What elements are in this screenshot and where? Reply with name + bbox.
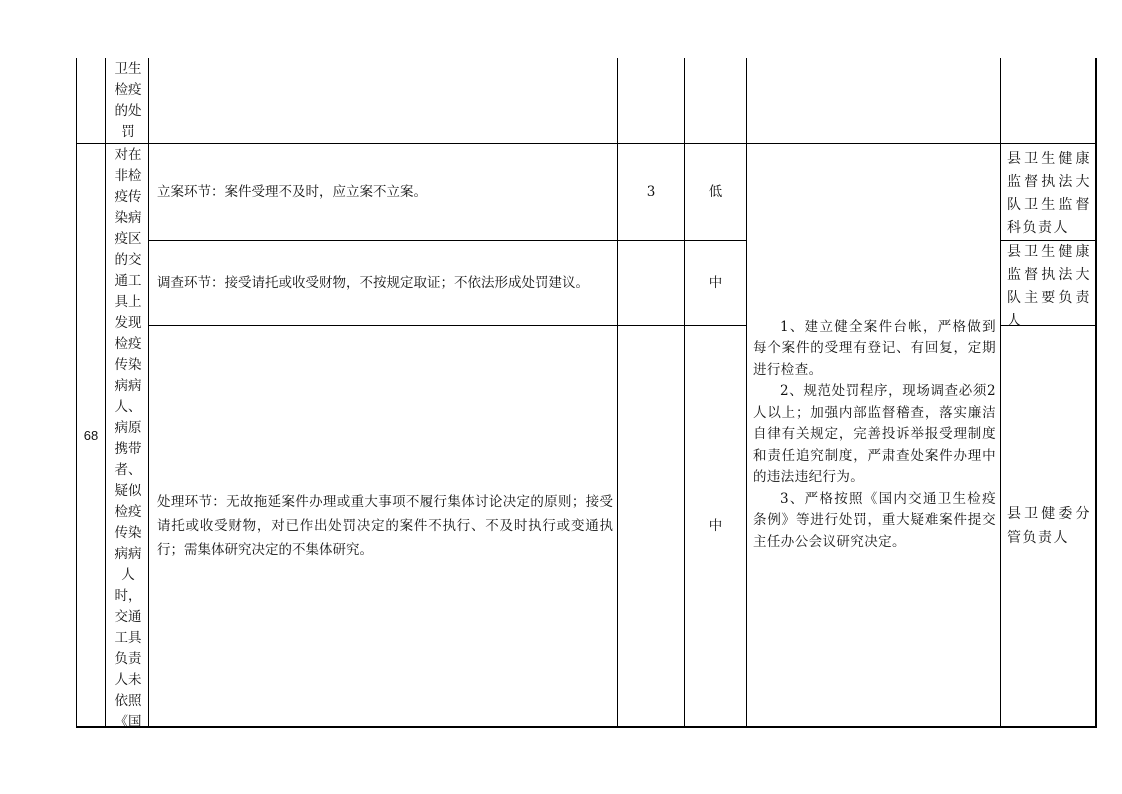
risk-level-filing-text: 低: [708, 183, 723, 200]
responsible-filing: 县卫生健康监督执法大队卫生监督科负责人: [1007, 151, 1091, 236]
risk-count-filing-text: 3: [646, 183, 656, 200]
row-number-text: 68: [83, 427, 99, 443]
prev-item-name: 卫生检疫的处罚: [114, 61, 142, 140]
row-item-name: 对在非检疫传染病疫区的交通工具上发现检疫传染病病人、病原携带者、疑似检疫传染病病 人时，交通工具负责人未依照《国: [114, 147, 142, 730]
measure-item: 2、规范处罚程序，现场调查必须2人以上；加强内部监督稽查，落实廉洁自律有关规定，完善投诉举报受理制度和责任追究制度，严肃查处案件办理中的违法违纪行为。: [753, 383, 996, 486]
risk-count-filing: [618, 144, 684, 240]
row-number: [77, 144, 105, 726]
risk-level-handling: [685, 326, 746, 726]
measure-item: 1、建立健全案件台帐，严格做到每个案件的受理有登记、有回复，定期进行检查。: [753, 318, 996, 378]
responsible-handling-text: 县卫健委分管负责人: [1007, 506, 1091, 546]
risk-point-filing-text: 立案环节：案件受理不及时，应立案不立案。: [157, 183, 427, 200]
risk-point-handling-text: 处理环节：无故拖延案件办理或重大事项不履行集体讨论决定的原则；接受请托或收受财物，对已作出处罚决定的案件不执行、不及时执行或变通执行；需集体研究决定的不集体研究。: [157, 494, 613, 558]
risk-point-filing: [157, 144, 612, 240]
risk-level-handling-text: 中: [708, 517, 723, 534]
measures-list: [753, 317, 996, 554]
measure-item: 3、严格按照《国内交通卫生检疫条例》等进行处罚，重大疑难案件提交主任办公会议研究决定。: [753, 490, 996, 550]
risk-point-handling: [157, 326, 613, 726]
risk-level-filing: [685, 144, 746, 240]
risk-level-investigation: [685, 241, 746, 325]
responsible-handling: [1007, 326, 1091, 726]
risk-count-handling: [618, 326, 684, 726]
responsible-investigation: 县卫生健康监督执法大队主要负责人: [1007, 244, 1091, 329]
risk-count-investigation: [618, 241, 684, 325]
risk-point-investigation: [157, 241, 612, 325]
risk-point-investigation-text: 调查环节：接受请托或收受财物，不按规定取证；不依法形成处罚建议。: [157, 274, 589, 291]
risk-level-investigation-text: 中: [708, 274, 723, 291]
prevention-measures: [753, 144, 996, 726]
